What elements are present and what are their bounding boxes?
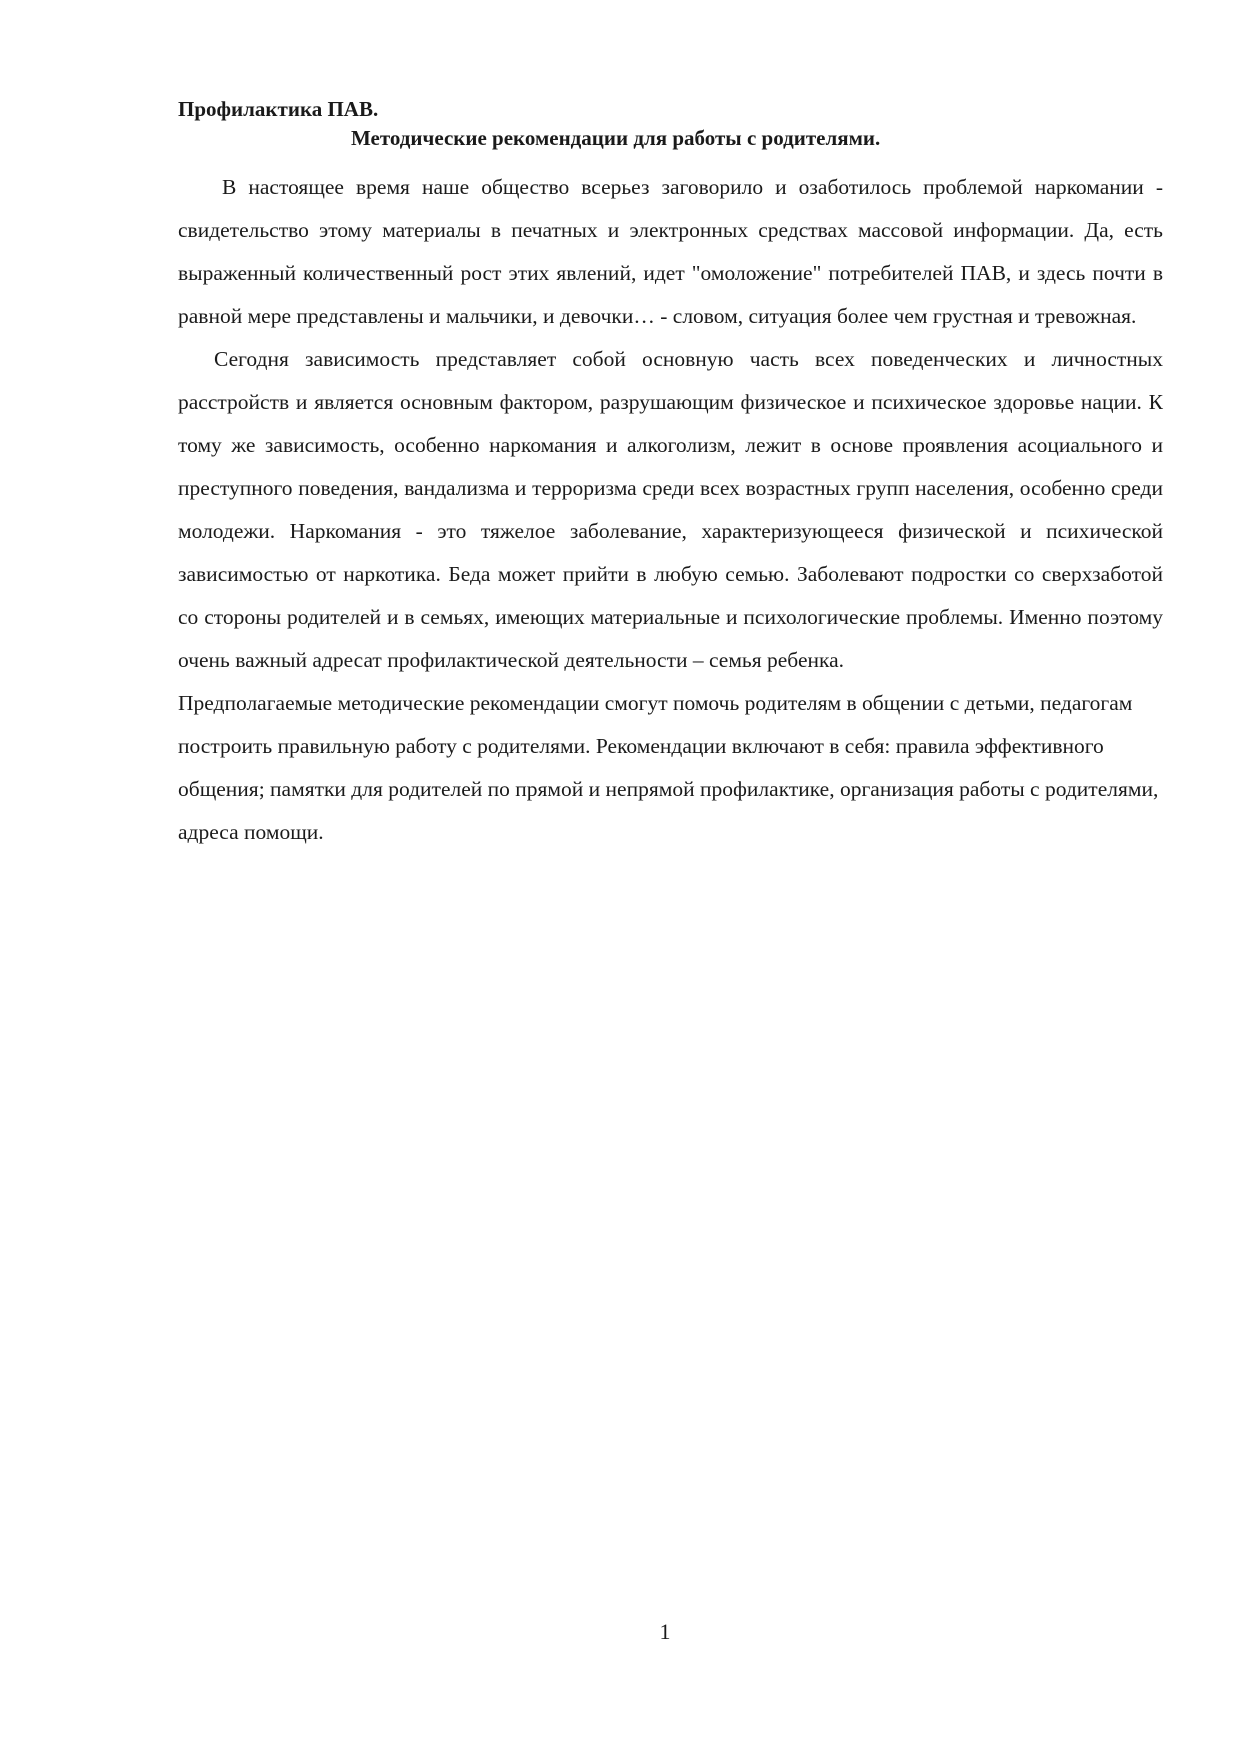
document-title: Профилактика ПАВ. (178, 97, 379, 121)
page-number: 1 (659, 1619, 671, 1644)
paragraph-intro: В настоящее время наше общество всерьез заговорило и озаботилось проблемой наркомании - свидетельство этому материалы в печатных и электронных средствах массовой информации. Да, есть выраженный количественный рост этих явлений, идет "омоложение" потребителей ПАВ, и здесь почти в равной мере представлены и мальчики, и девочки… - словом, ситуация более чем грустная и тревожная. (178, 175, 1163, 328)
document-body (178, 95, 1163, 854)
paragraph-dependency: Сегодня зависимость представляет собой основную часть всех поведенческих и личностных расстройств и является основным фактором, разрушающим физическое и психическое здоровье нации. К тому же зависимость, особенно наркомания и алкоголизм, лежит в основе проявления асоциального и преступного поведения, вандализма и терроризма среди всех возрастных групп населения, особенно среди молодежи. Наркомания - это тяжелое заболевание, характеризующееся физической и психической зависимостью от наркотика. Беда может прийти в любую семью. Заболевают подростки со сверхзаботой со стороны родителей и в семьях, имеющих материальные и психологические проблемы. Именно поэтому очень важный адресат профилактической деятельности – семья ребенка. (178, 347, 1163, 672)
paragraph-recommendations: Предполагаемые методические рекомендации смогут помочь родителям в общении с детьми, педагогам построить правильную работу с родителями. Рекомендации включают в себя: правила эффективного общения; памятки для родителей по прямой и непрямой профилактике, организация работы с родителями, адреса помощи. (178, 691, 1159, 844)
document-subtitle: Методические рекомендации для работы с родителями. (351, 126, 881, 150)
